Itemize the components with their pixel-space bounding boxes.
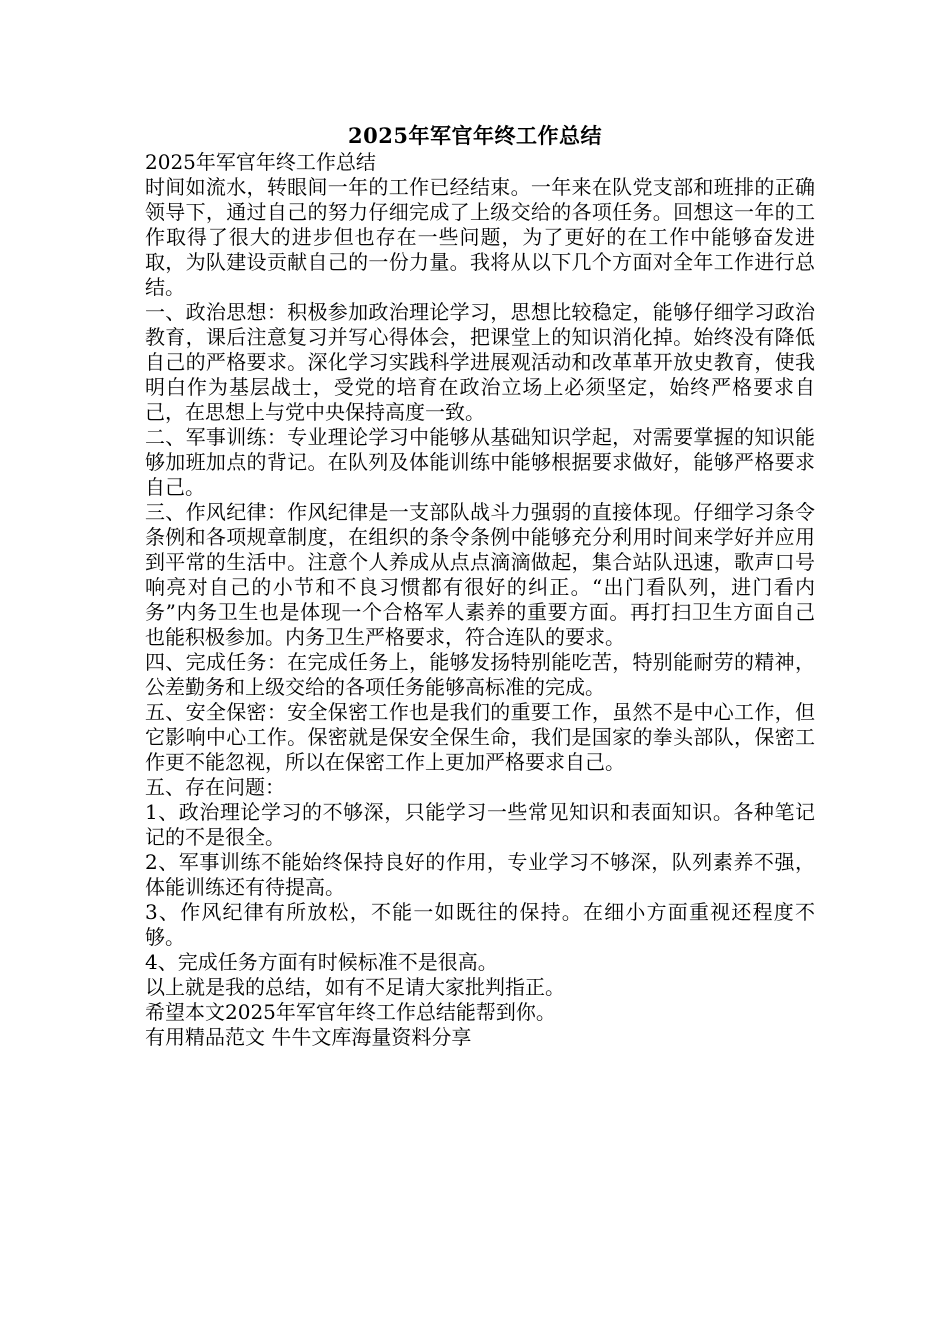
problem-item: 2、军事训练不能始终保持良好的作用，专业学习不够深，队列素养不强，体能训练还有待提高。 <box>145 850 815 899</box>
subtitle-paragraph: 2025年军官年终工作总结 <box>145 150 376 174</box>
political-thought-paragraph: 一、政治思想：积极参加政治理论学习，思想比较稳定，能够仔细学习政治教育，课后注意复习并写心得体会，把课堂上的知识消化掉。始终没有降低自己的严格要求。深化学习实践科学进展观活动和改革革开放史教育，使我明白作为基层战士，受党的培育在政治立场上必须坚定，始终严格要求自己，在思想上与党中央保持高度一致。 <box>145 300 815 424</box>
military-training-paragraph: 二、军事训练：专业理论学习中能够从基础知识学起，对需要掌握的知识能够加班加点的背记。在队列及体能训练中能够根据要求做好，能够严格要求自己。 <box>145 425 815 499</box>
problem-item: 1、政治理论学习的不够深，只能学习一些常见知识和表面知识。各种笔记记的不是很全。 <box>145 800 815 849</box>
document-body <box>145 150 815 1050</box>
intro-paragraph: 时间如流水，转眼间一年的工作已经结束。一年来在队党支部和班排的正确领导下，通过自己的努力仔细完成了上级交给的各项任务。回想这一年的工作取得了很大的进步但也存在一些问题，为了更好的在工作中能够奋发进取，为队建设贡献自己的一份力量。我将从以下几个方面对全年工作进行总结。 <box>145 175 815 299</box>
security-paragraph: 五、安全保密：安全保密工作也是我们的重要工作，虽然不是中心工作，但它影响中心工作。保密就是保安全保生命，我们是国家的拳头部队，保密工作更不能忽视，所以在保密工作上更加严格要求自己。 <box>145 700 815 774</box>
problem-item: 4、完成任务方面有时候标准不是很高。 <box>145 950 498 974</box>
problems-heading: 五、存在问题： <box>145 775 285 799</box>
footer-note: 有用精品范文 牛牛文库海量资料分享 <box>145 1025 472 1049</box>
task-completion-paragraph: 四、完成任务：在完成任务上，能够发扬特别能吃苦，特别能耐劳的精神，公差勤务和上级交给的各项任务能够高标准的完成。 <box>145 650 815 699</box>
discipline-paragraph: 三、作风纪律：作风纪律是一支部队战斗力强弱的直接体现。仔细学习条令条例和各项规章制度，在组织的条令条例中能够充分利用时间来学好并应用到平常的生活中。注意个人养成从点点滴滴做起，集合站队迅速，歌声口号响亮对自己的小节和不良习惯都有很好的纠正。“出门看队列，进门看内务”内务卫生也是体现一个合格军人素养的重要方面。再打扫卫生方面自己也能积极参加。内务卫生严格要求，符合连队的要求。 <box>145 500 815 649</box>
hope-paragraph: 希望本文2025年军官年终工作总结能帮到你。 <box>145 1000 556 1024</box>
closing-paragraph: 以上就是我的总结，如有不足请大家批判指正。 <box>145 975 565 999</box>
problem-item: 3、作风纪律有所放松，不能一如既往的保持。在细小方面重视还程度不够。 <box>145 900 815 949</box>
document-title: 2025年军官年终工作总结 <box>348 123 602 148</box>
